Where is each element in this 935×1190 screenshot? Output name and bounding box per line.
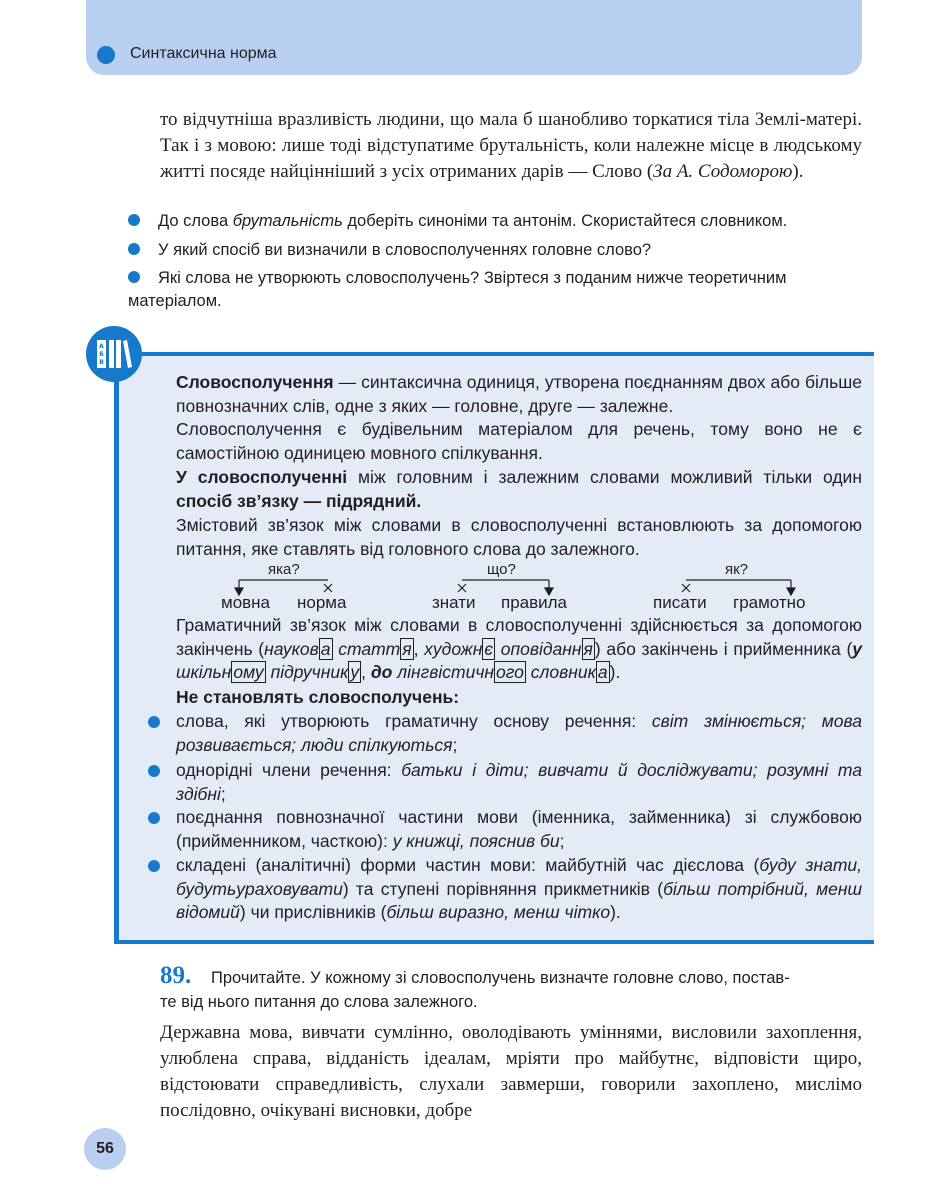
diagram-word: писати [653, 593, 707, 612]
not-item-1 [148, 710, 862, 757]
rule-bold: У словосполученні [176, 467, 348, 487]
diagram-question: як? [725, 561, 749, 578]
item-tail: ; [452, 734, 458, 755]
question-text: До слова [158, 212, 233, 230]
exercise-task-line-2: те від нього питання до слова залежного. [160, 993, 478, 1011]
bullet-icon [148, 812, 160, 824]
svg-text:Б: Б [99, 351, 104, 358]
preposition: у [852, 638, 863, 659]
rule-paragraph-2: Словосполучення є будівельним матеріалом для речень, тому воно не є самостійною одиницею мовного спілкування. [176, 419, 862, 463]
item-examples: батьки і діти; вивчати й досліджувати; розумні та здібні [176, 760, 862, 804]
item-text: слова, які утворюють граматичну основу речення: [176, 711, 652, 731]
example-stem: оповіданн [500, 638, 582, 659]
page-number: 56 [84, 1128, 126, 1170]
not-item-3 [148, 806, 862, 853]
rule-paragraph-5: Граматичний зв’язок між словами в словосполученні здійснюється за допомогою закінчень (науков а статт я , художн є оповіданн я ) або закінчень і прийменника (у шкільн ому підручник у , до лінгвістичн ого словник а ). [176, 615, 863, 682]
item-text: поєднання повнозначної частини мови (іменника, займенника) зі службовою (прийменником, часткою): [176, 807, 862, 851]
diagram-question: що? [487, 561, 516, 578]
not-heading-text: Не становлять словосполучень: [176, 687, 460, 707]
svg-text:А: А [99, 343, 104, 350]
item-examples: більш потрібний, менш відомий [176, 878, 863, 922]
diagram-word: мовна [221, 593, 271, 612]
not-item-2 [148, 759, 862, 806]
item-tail: ; [220, 783, 226, 804]
svg-text:В: В [99, 359, 104, 366]
rule-text: ). [609, 662, 621, 682]
item-text: складені (аналітичні) форми частин мови: майбутній час дієслова ( [176, 855, 760, 875]
example-stem: художн [424, 638, 483, 659]
question-text: У який спосіб ви визначили в словосполученнях головне слово? [158, 241, 652, 259]
example-stem: шкільн [176, 662, 232, 682]
rule-text: ) або закінчень і прийменника ( [594, 638, 853, 659]
item-examples: у книжці, пояснив би [392, 830, 560, 851]
item-text: однорідні члени речення: [176, 760, 402, 780]
rule-term: Словосполучення [176, 372, 334, 392]
not-heading [176, 686, 862, 710]
question-text: Які слова не утворюють словосполучень? Звіртеся з поданим нижче теоретичним матеріалом. [128, 269, 787, 310]
item-tail: ). [610, 902, 621, 922]
exercise-task-line-1: Прочитайте. У кожному зі словосполучень визначте головне слово, постав- [211, 969, 790, 987]
ending-box: я [583, 638, 593, 659]
ending-box: є [484, 638, 494, 659]
example-stem: лінгвістичн [397, 662, 495, 682]
question-text-end: доберіть синоніми та антонім. Скористайтеся словником. [342, 212, 788, 230]
ending-box: у [350, 662, 360, 682]
intro-source: За А. Содоморою [653, 161, 793, 182]
exercise-text: Державна мова, вивчати сумлінно, оволодівають уміннями, висловили захоплення, улюблена справа, відданість ідеалам, мріяти про майбутнє, відповісти щиро, відстоювати справедливість, слухали завмерши, говорили захоплено, мислімо послідовно, очікувані висновки, добре [160, 1022, 862, 1121]
example-stem: статт [338, 638, 401, 659]
question-italic: брутальність [232, 212, 343, 230]
item-tail: ) чи прислівників ( [239, 902, 387, 922]
exercise-number: 89. [160, 962, 192, 989]
rule-text: між головним і залежним словами можливий тільки один [347, 467, 862, 487]
item-examples: світ змінюється; мова розвивається; люди спілкуються [176, 711, 862, 755]
item-tail: ; [559, 830, 565, 851]
diagram-question: яка? [268, 561, 300, 578]
rule-bold-2: спосіб зв’язку — підрядний. [176, 490, 422, 511]
ending-box: ому [233, 662, 264, 682]
diagram-word: знати [432, 593, 476, 612]
intro-text-end: ). [792, 161, 804, 182]
bullet-icon [148, 716, 160, 728]
diagram-word: грамотно [733, 593, 806, 612]
ending-box: ого [496, 662, 524, 682]
rule-paragraph-4: Змістовий зв’язок між словами в словосполученні встановлюють за допомогою питання, яке ставлять від головного слова до залежного. [176, 515, 862, 559]
example-stem: словник [530, 662, 596, 682]
bullet-icon [148, 860, 160, 872]
ending-box: а [597, 662, 608, 682]
item-tail: ) та ступені порівняння прикметників ( [342, 878, 664, 899]
preposition: до [370, 662, 393, 682]
ending-box: а [320, 638, 331, 659]
ending-box: я [402, 638, 412, 659]
not-item-4 [148, 854, 862, 925]
rule-text: Граматичний зв’язок між словами в словосполученні здійснюється за допомогою закінчень ( [176, 615, 862, 659]
item-examples: більш виразно, менш чітко [386, 902, 611, 922]
section-title: Синтаксична норма [130, 45, 277, 62]
example-stem: підручник [270, 662, 349, 682]
intro-text: то відчутніша вразливість людини, що мала б шанобливо торкатися тіла Землі-матері. Так і з мовою: лише тоді відступатиме брутальність, коли належне місце в людському житті посяде найцінніший з усіх отриманих дарів — Слово ( [160, 109, 862, 182]
rule-definition-text: — синтаксична одиниця, утворена поєднанням двох або більше повнозначних слів, одне з яких — головне, друге — залежне. [176, 372, 862, 416]
diagram-word: норма [297, 593, 347, 612]
item-examples: буду знати, будутьураховувати [176, 855, 862, 899]
diagram-word: правила [501, 593, 568, 612]
bullet-icon [148, 765, 160, 777]
example-stem: науков [264, 638, 319, 659]
